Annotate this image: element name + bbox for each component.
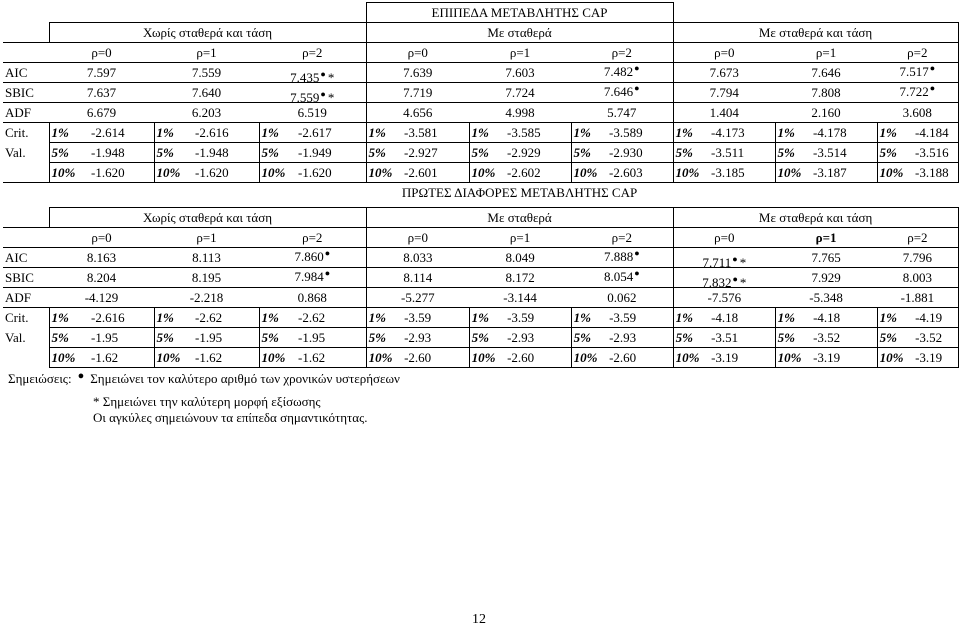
cell: -3.514 (811, 143, 877, 163)
cell-best-lag: 7.984● (259, 268, 366, 288)
notes-label: Σημειώσεις: (8, 371, 72, 386)
cell-best-form: 7.711● * (673, 248, 775, 268)
cell: -3.52 (913, 328, 958, 348)
cell: -1.62 (193, 348, 259, 368)
table-row (3, 328, 958, 348)
cell: 8.172 (469, 268, 571, 288)
cell: -3.187 (811, 163, 877, 183)
cell: -1.948 (193, 143, 259, 163)
cell: -3.59 (609, 309, 637, 325)
row-label: ADF (3, 288, 49, 308)
cell: 7.639 (366, 63, 469, 83)
cell: 8.163 (49, 248, 154, 268)
rho-header: ρ=0 (366, 228, 469, 248)
crit-pct: 10% (877, 348, 913, 368)
cell-best-lag: 7.888● (571, 248, 673, 268)
cell: -1.948 (89, 143, 154, 163)
cell: 7.796 (877, 248, 958, 268)
cell-best-lag: 8.054● (571, 268, 673, 288)
table-row (3, 123, 958, 143)
note-star (93, 394, 485, 410)
cell: 2.160 (775, 103, 877, 123)
table-cap-levels (3, 2, 959, 202)
group-header-constant: Με σταθερά (366, 208, 673, 228)
cell: -2.616 (195, 124, 229, 140)
cell: 7.646 (775, 63, 877, 83)
table-row (3, 248, 958, 268)
crit-pct: 5% (673, 143, 709, 163)
cell: -3.511 (709, 143, 775, 163)
crit-pct: 1% (366, 123, 402, 143)
cell: 4.656 (366, 103, 469, 123)
crit-pct: 1% (571, 308, 607, 328)
cell-best-lag: 7.646● (571, 83, 673, 103)
rho-header: ρ=1 (775, 43, 877, 63)
cell: -2.601 (402, 163, 469, 183)
row-label: Val. (5, 144, 26, 160)
crit-pct: 10% (469, 348, 505, 368)
cell: -5.277 (366, 288, 469, 308)
crit-pct: 1% (877, 308, 913, 328)
cell: 8.113 (154, 248, 259, 268)
crit-pct: 5% (154, 328, 193, 348)
cell: 8.049 (469, 248, 571, 268)
cell: -2.62 (298, 309, 326, 325)
cell: 7.808 (775, 83, 877, 103)
row-label: Crit. (5, 124, 29, 140)
cell: -1.881 (877, 288, 958, 308)
cell: 5.747 (571, 103, 673, 123)
crit-pct: 10% (775, 163, 811, 183)
note-dot (8, 371, 400, 388)
cell: 7.673 (673, 63, 775, 83)
cell: -1.95 (296, 328, 366, 348)
page-number: 12 (472, 612, 486, 627)
cell-best-lag: 7.517● (877, 63, 958, 83)
cell: -4.18 (813, 309, 841, 325)
cell: -2.930 (607, 143, 673, 163)
cell: 7.929 (775, 268, 877, 288)
cell: -3.185 (709, 163, 775, 183)
cell: -3.19 (913, 348, 958, 368)
crit-pct: 5% (877, 328, 913, 348)
row-label: Crit. (5, 309, 29, 325)
cell: -3.19 (811, 348, 877, 368)
crit-pct: 1% (877, 123, 913, 143)
table-row (3, 143, 958, 163)
cell: -2.602 (505, 163, 571, 183)
cell: -2.929 (505, 143, 571, 163)
cell: 0.062 (571, 288, 673, 308)
crit-pct: 5% (673, 328, 709, 348)
table-title: ΕΠΙΠΕΔΑ ΜΕΤΑΒΛΗΤΗΣ CAP (366, 3, 673, 23)
rho-header: ρ=1 (154, 43, 259, 63)
table-row (3, 83, 958, 103)
group-header-no-constant: Χωρίς σταθερά και τάση (49, 208, 366, 228)
crit-pct: 1% (154, 308, 193, 328)
crit-pct: 1% (49, 308, 89, 328)
crit-pct: 1% (366, 308, 402, 328)
crit-pct: 10% (366, 348, 402, 368)
cell: -1.620 (89, 163, 154, 183)
note-paren (93, 410, 485, 426)
table-row (3, 288, 958, 308)
crit-pct: 1% (673, 308, 709, 328)
cell: -2.93 (607, 328, 673, 348)
cell: -1.95 (89, 328, 154, 348)
crit-pct: 1% (673, 123, 709, 143)
table-row (3, 268, 958, 288)
rho-header: ρ=0 (49, 43, 154, 63)
cell: -2.62 (195, 309, 223, 325)
table-row (3, 163, 958, 183)
cell: -3.188 (913, 163, 958, 183)
cell: -2.93 (402, 328, 469, 348)
cell: -2.603 (607, 163, 673, 183)
cell: -4.173 (711, 124, 745, 140)
rho-header: ρ=0 (673, 43, 775, 63)
group-header-constant: Με σταθερά (366, 23, 673, 43)
cell: -3.144 (469, 288, 571, 308)
crit-pct: 10% (571, 163, 607, 183)
crit-pct: 1% (775, 123, 811, 143)
crit-pct: 10% (775, 348, 811, 368)
notes-section (8, 371, 400, 426)
cell: 0.868 (259, 288, 366, 308)
cell: -5.348 (775, 288, 877, 308)
group-header-constant-trend: Με σταθερά και τάση (673, 208, 958, 228)
crit-pct: 1% (775, 308, 811, 328)
star-mark-icon: * (93, 394, 100, 409)
crit-pct: 10% (49, 348, 89, 368)
cell: -2.218 (154, 288, 259, 308)
note-star-text: Σημειώνει την καλύτερη μορφή εξίσωσης (102, 394, 321, 409)
cell: -3.52 (811, 328, 877, 348)
crit-pct: 5% (259, 328, 296, 348)
rho-header: ρ=2 (877, 228, 958, 248)
cell: -4.184 (913, 123, 958, 143)
cell: -3.51 (709, 328, 775, 348)
crit-pct: 10% (259, 163, 296, 183)
cell: 7.597 (49, 63, 154, 83)
row-label: AIC (3, 248, 49, 268)
cell: -1.620 (193, 163, 259, 183)
cell: -2.614 (91, 124, 125, 140)
rho-header: ρ=1 (469, 43, 571, 63)
rho-header: ρ=2 (259, 43, 366, 63)
crit-pct: 5% (154, 143, 193, 163)
cell: -3.585 (507, 124, 541, 140)
crit-pct: 10% (259, 348, 296, 368)
cell: -2.927 (402, 143, 469, 163)
rho-header: ρ=0 (366, 43, 469, 63)
crit-pct: 5% (571, 143, 607, 163)
cell: -1.62 (89, 348, 154, 368)
cell: 7.765 (775, 248, 877, 268)
table-row (3, 308, 958, 328)
cell-best-form: 7.832● * (673, 268, 775, 288)
cell: -4.129 (49, 288, 154, 308)
cell: -7.576 (673, 288, 775, 308)
cell: 7.603 (469, 63, 571, 83)
rho-header: ρ=1 (154, 228, 259, 248)
rho-header: ρ=2 (877, 43, 958, 63)
cell: -2.616 (91, 309, 125, 325)
row-label: SBIC (3, 83, 49, 103)
crit-pct: 5% (366, 143, 402, 163)
cell-best-form: 7.559● * (259, 83, 366, 103)
row-label: AIC (3, 63, 49, 83)
row-label: ADF (3, 103, 49, 123)
table-row (3, 348, 958, 368)
cell: -3.19 (709, 348, 775, 368)
dot-mark-icon: ● (77, 370, 85, 382)
note-paren-text: Οι αγκύλες σημειώνουν τα επίπεδα σημαντικότητας. (93, 410, 368, 425)
cell: -4.19 (913, 308, 958, 328)
cell: 3.608 (877, 103, 958, 123)
rho-header: ρ=2 (259, 228, 366, 248)
cell: -1.949 (296, 143, 366, 163)
cell: -4.18 (711, 309, 739, 325)
rho-header: ρ=0 (673, 228, 775, 248)
crit-pct: 5% (571, 328, 607, 348)
crit-pct: 5% (49, 328, 89, 348)
crit-pct: 10% (469, 163, 505, 183)
crit-pct: 1% (571, 123, 607, 143)
crit-pct: 5% (366, 328, 402, 348)
cell: 8.204 (49, 268, 154, 288)
crit-pct: 10% (154, 163, 193, 183)
cell: -2.60 (505, 348, 571, 368)
cell: -2.93 (505, 328, 571, 348)
cell: -4.178 (813, 124, 847, 140)
cell: 7.559 (154, 63, 259, 83)
row-label: Val. (5, 329, 26, 345)
rho-header: ρ=2 (571, 228, 673, 248)
crit-pct: 10% (877, 163, 913, 183)
cell: -2.60 (402, 348, 469, 368)
cell: 7.794 (673, 83, 775, 103)
group-header-no-constant: Χωρίς σταθερά και τάση (49, 23, 366, 43)
crit-pct: 10% (673, 163, 709, 183)
crit-pct: 5% (469, 328, 505, 348)
crit-pct: 1% (469, 123, 505, 143)
cell: 6.679 (49, 103, 154, 123)
cell: 6.203 (154, 103, 259, 123)
crit-pct: 5% (877, 143, 913, 163)
cell: 7.637 (49, 83, 154, 103)
cell: -3.59 (404, 309, 432, 325)
crit-pct: 1% (154, 123, 193, 143)
cell: -1.62 (296, 348, 366, 368)
note-dot-text: Σημειώνει τον καλύτερο αριθμό των χρονικών υστερήσεων (90, 371, 400, 386)
group-header-constant-trend: Με σταθερά και τάση (673, 23, 958, 43)
table-cap-first-differences (3, 207, 959, 368)
cell: -3.516 (913, 143, 958, 163)
rho-header: ρ=1 (775, 228, 877, 248)
crit-pct: 1% (259, 123, 296, 143)
cell: 1.404 (673, 103, 775, 123)
cell: 7.724 (469, 83, 571, 103)
crit-pct: 10% (366, 163, 402, 183)
crit-pct: 10% (154, 348, 193, 368)
crit-pct: 5% (469, 143, 505, 163)
crit-pct: 10% (571, 348, 607, 368)
cell: 4.998 (469, 103, 571, 123)
cell: 7.719 (366, 83, 469, 103)
rho-header: ρ=1 (469, 228, 571, 248)
section-subtitle: ΠΡΩΤΕΣ ΔΙΑΦΟΡΕΣ ΜΕΤΑΒΛΗΤΗΣ CAP (401, 184, 638, 200)
cell: 8.003 (877, 268, 958, 288)
cell: 8.114 (366, 268, 469, 288)
rho-header: ρ=2 (571, 43, 673, 63)
table-row (3, 103, 958, 123)
cell-best-lag: 7.722● (877, 83, 958, 103)
crit-pct: 1% (469, 308, 505, 328)
cell: -2.60 (607, 348, 673, 368)
cell: 8.033 (366, 248, 469, 268)
crit-pct: 1% (259, 308, 296, 328)
cell: -3.59 (507, 309, 535, 325)
cell: -3.589 (609, 124, 643, 140)
cell: -2.617 (298, 124, 332, 140)
cell: -1.620 (296, 163, 366, 183)
crit-pct: 5% (49, 143, 89, 163)
rho-header: ρ=0 (49, 228, 154, 248)
cell: -3.581 (404, 124, 438, 140)
cell: 7.640 (154, 83, 259, 103)
cell-best-form: 7.435● * (259, 63, 366, 83)
cell: 8.195 (154, 268, 259, 288)
table-row (3, 63, 958, 83)
row-label: SBIC (3, 268, 49, 288)
cell-best-lag: 7.860● (259, 248, 366, 268)
cell: 6.519 (259, 103, 366, 123)
cell: -1.95 (193, 328, 259, 348)
crit-pct: 1% (49, 123, 89, 143)
crit-pct: 5% (775, 143, 811, 163)
crit-pct: 5% (259, 143, 296, 163)
crit-pct: 10% (49, 163, 89, 183)
crit-pct: 5% (775, 328, 811, 348)
crit-pct: 10% (673, 348, 709, 368)
cell-best-lag: 7.482● (571, 63, 673, 83)
